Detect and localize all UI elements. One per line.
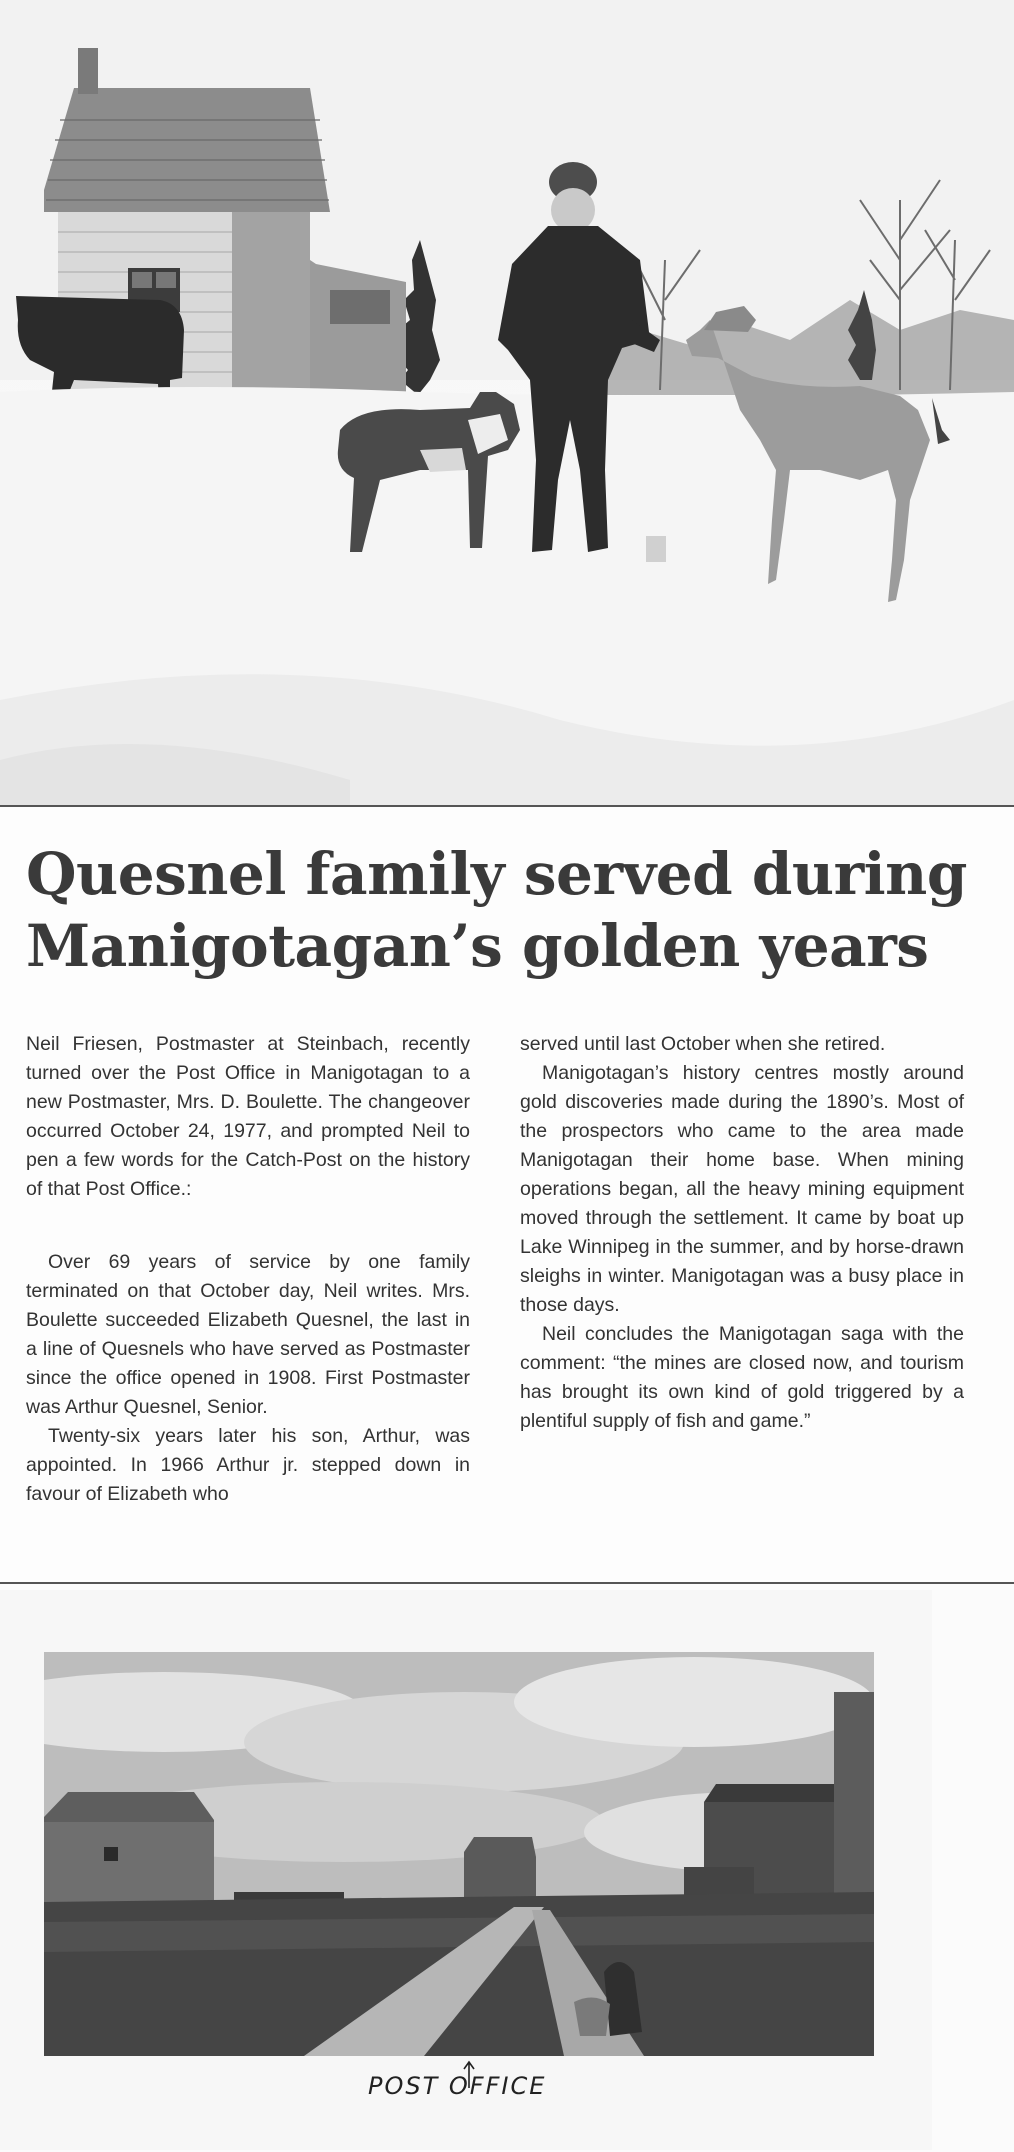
headline-line-1: Quesnel family served during (26, 840, 967, 908)
article-column-2 (520, 1030, 964, 1436)
article-column-1 (26, 1030, 470, 1509)
photo-post-office-road-drawing (44, 1652, 874, 2056)
paragraph: served until last October when she retired. (520, 1033, 886, 1055)
article-headline (26, 838, 986, 982)
paragraph: Over 69 years of service by one family terminated on that October day, Neil writes. Mrs. Boulette succeeded Elizabeth Quesnel, the last in a line of Quesnels who have served as Postmaster since the office opened in 1908. First Postmaster was Arthur Quesnel, Senior. (26, 1251, 470, 1418)
photo-man-dog-deer-drawing (0, 0, 1014, 805)
photo-man-dog-deer (0, 0, 1014, 805)
paragraph: Neil concludes the Manigotagan saga with the comment: “the mines are closed now, and tourism has brought its own kind of gold triggered by a plentiful supply of fish and game.” (520, 1323, 964, 1432)
paragraph: Twenty-six years later his son, Arthur, was appointed. In 1966 Arthur jr. stepped down in favour of Elizabeth who (26, 1425, 470, 1505)
paragraph: Manigotagan’s history centres mostly around gold discoveries made during the 1890’s. Most of the prospectors who came to the area made Manigotagan their home base. When mining operations began, all the heavy mining equipment moved through the settlement. It came by boat up Lake Winnipeg in the summer, and by horse-drawn sleighs in winter. Manigotagan was a busy place in those days. (520, 1062, 964, 1316)
headline-line-2: Manigotagan’s golden years (26, 912, 929, 980)
handwritten-caption: POST OFFICE (368, 2072, 547, 2100)
paragraph: Neil Friesen, Postmaster at Steinbach, recently turned over the Post Office in Manigotagan to a new Postmaster, Mrs. D. Boulette. The changeover occurred October 24, 1977, and prompted Neil to pen a few words for the Catch-Post on the history of that Post Office.: (26, 1033, 470, 1200)
photo-post-office-road (44, 1652, 874, 2056)
